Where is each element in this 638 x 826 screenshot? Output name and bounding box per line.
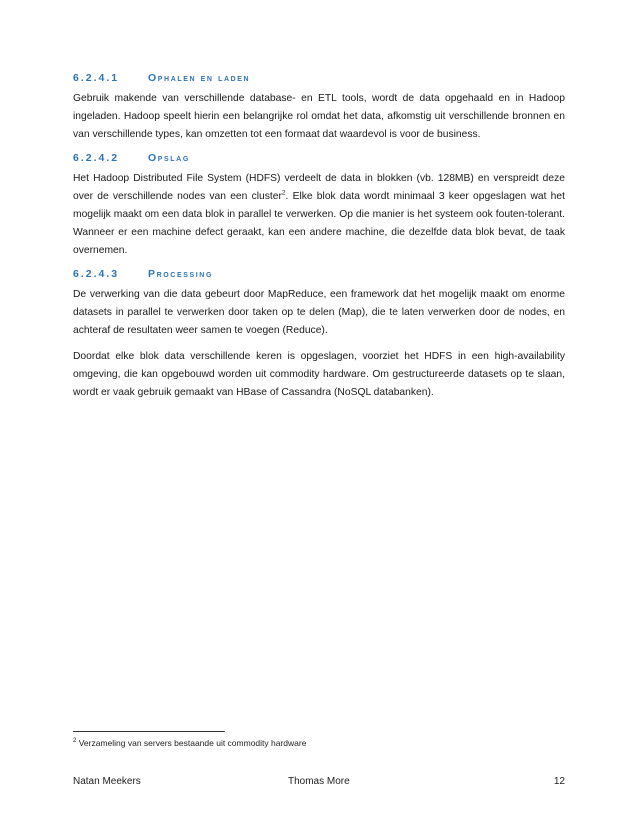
footnote-text: Verzameling van servers bestaande uit commodity hardware [78,738,307,748]
page-footer [73,776,565,790]
section-title: Processing [148,268,214,280]
section-number: 6.2.4.3 [73,268,120,280]
footnote-number: 2 [73,738,77,745]
paragraph-text: Het Hadoop Distributed File System (HDFS) verdeelt de data in blokken (vb. 128MB) en verspreidt deze over de verschillende nodes van een cluster [73,173,565,202]
section-heading [73,268,565,284]
section-title: Ophalen en laden [148,72,251,84]
page-content [73,72,565,410]
footnote-reference: 2 [281,189,286,197]
section-ophalen-en-laden [73,72,565,144]
section-number: 6.2.4.1 [73,72,120,84]
footer-institution: Thomas More [288,776,350,787]
section-processing [73,268,565,402]
section-number: 6.2.4.2 [73,152,120,164]
section-heading [73,72,565,88]
page-number: 12 [553,776,565,787]
section-paragraph: De verwerking van die data gebeurt door MapReduce, een framework dat het mogelijk maakt om enorme datasets in parallel te verwerken door taken op te delen (Map), die te laten verwerken door de nodes, en achteraf de resultaten weer samen te voegen (Reduce). [73,289,565,336]
section-paragraph: Gebruik makende van verschillende database- en ETL tools, wordt de data opgehaald en in Hadoop ingeladen. Hadoop speelt hierin een belangrijke rol omdat het data, afkomstig uit verschillende bronnen en van verschillende types, kan omzetten tot een formaat dat waardevol is voor de business. [73,93,565,140]
section-title: Opslag [148,152,190,164]
footnote-divider [73,731,225,732]
footnote [73,738,565,748]
section-paragraph [73,170,565,260]
section-heading [73,152,565,168]
section-paragraph: Doordat elke blok data verschillende keren is opgeslagen, voorziet het HDFS in een high-availability omgeving, die kan opgebouwd worden uit commodity hardware. Om gestructureerde datasets op te slaan, wordt er vaak gebruik gemaakt van HBase of Cassandra (NoSQL databanken). [73,351,565,398]
paragraph-text: . Elke blok data wordt minimaal 3 keer opgeslagen wat het mogelijk maakt om een data blok in parallel te verwerken. Op die manier is het systeem ook fouten-tolerant. Wanneer er een machine defect geraakt, kan een andere machine, die dezelfde data blok bevat, de taak overnemen. [73,191,565,256]
footer-author: Natan Meekers [73,776,141,787]
section-opslag [73,152,565,260]
